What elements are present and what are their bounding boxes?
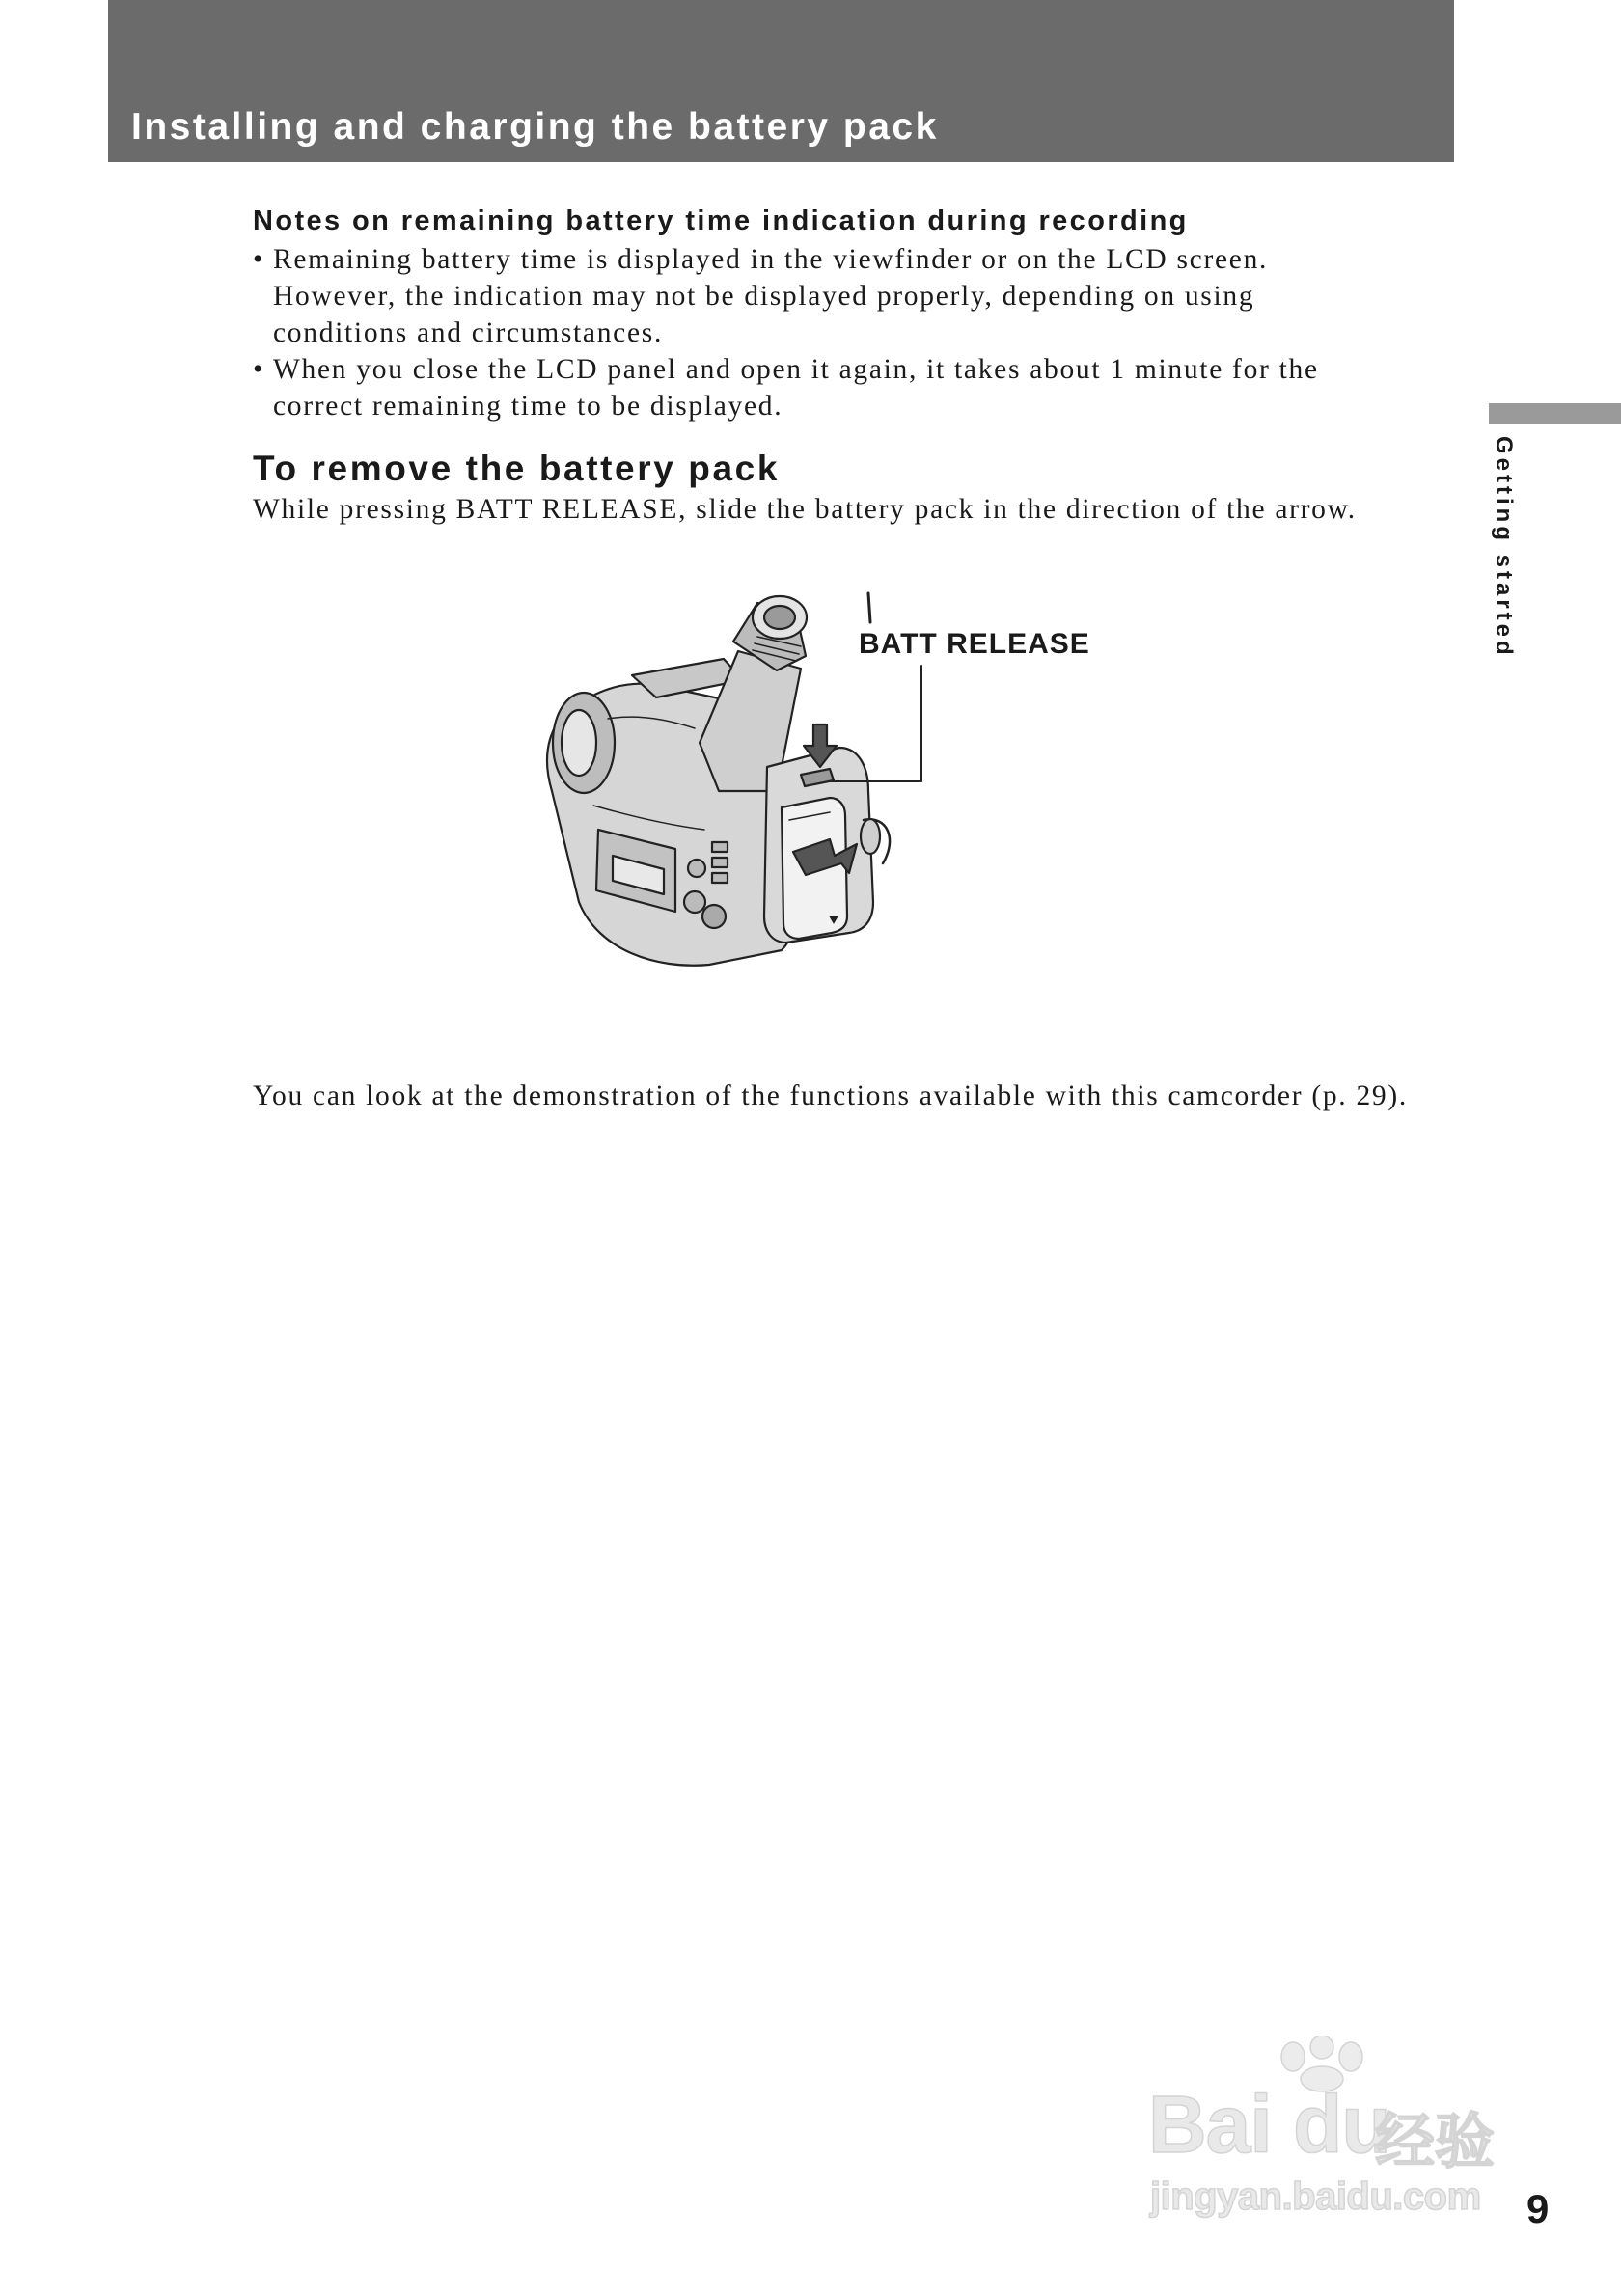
bullet-line: However, the indication may not be displayed properly, depending on using [273, 281, 1255, 312]
bullet-icon: • [253, 244, 265, 275]
bullet-line: Remaining battery time is displayed in the viewfinder or on the LCD screen. [273, 244, 1269, 275]
main-content [253, 201, 1459, 528]
bullet-line: When you close the LCD panel and open it again, it takes about 1 minute for the [273, 354, 1319, 385]
list-item [253, 241, 1459, 351]
list-item [253, 351, 1459, 424]
camcorder-figure [540, 584, 1090, 989]
batt-release-label: BATT RELEASE [859, 628, 1090, 660]
side-tab-marker [1489, 403, 1621, 424]
page-number: 9 [1526, 2186, 1550, 2231]
page-title: Installing and charging the battery pack [131, 106, 939, 148]
watermark-cn: 经验 [1375, 2109, 1496, 2175]
bullet-line: conditions and circumstances. [273, 317, 664, 348]
header-bar [108, 0, 1454, 162]
remove-battery-heading: To remove the battery pack [253, 449, 781, 488]
baidu-watermark [1148, 2036, 1525, 2219]
bullet-line: correct remaining time to be displayed. [273, 391, 783, 422]
notes-list [253, 241, 1459, 424]
remove-battery-instructions: While pressing BATT RELEASE, slide the battery pack in the direction of the arrow. [253, 494, 1357, 525]
side-tab-label: Getting started [1491, 436, 1517, 659]
watermark-url: jingyan.baidu.com [1150, 2175, 1481, 2218]
watermark-brand: Bai du [1148, 2079, 1390, 2170]
notes-heading: Notes on remaining battery time indication during recording [253, 205, 1189, 236]
demo-note: You can look at the demonstration of the functions available with this camcorder (p. 29). [253, 1080, 1408, 1111]
bullet-icon: • [253, 354, 265, 385]
